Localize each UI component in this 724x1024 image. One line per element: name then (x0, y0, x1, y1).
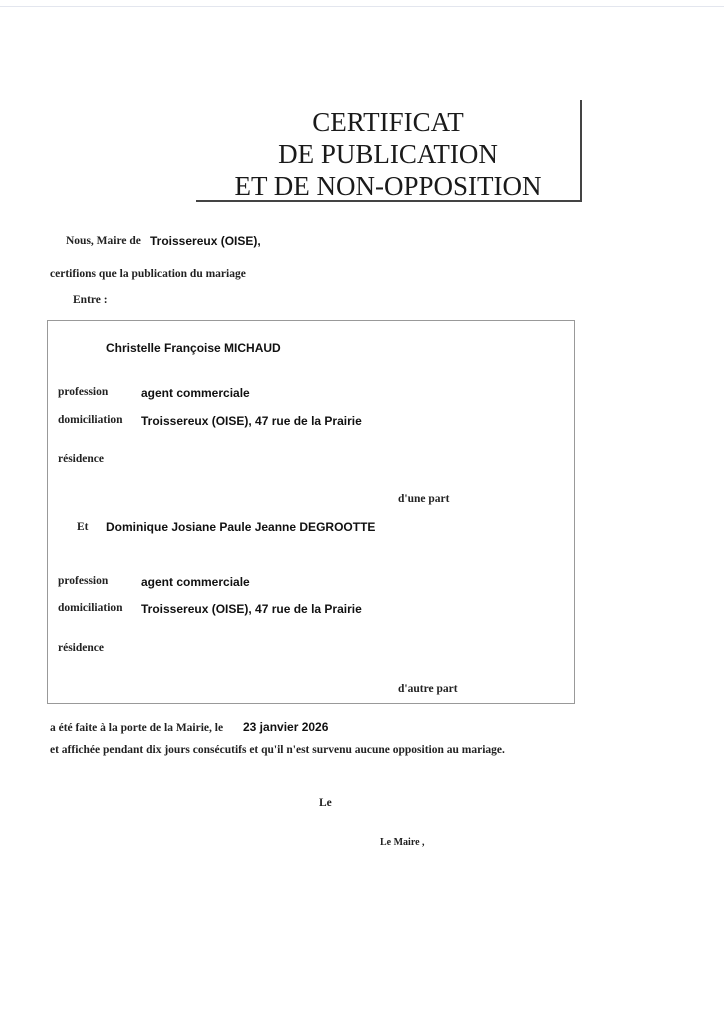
outro-affichee: et affichée pendant dix jours consécutifs et qu'il n'est survenu aucune opposition au mariage. (50, 744, 505, 756)
intro-nous-maire: Nous, Maire de (66, 235, 141, 247)
party1-residence-label: résidence (58, 453, 104, 465)
title-line-3: ET DE NON-OPPOSITION (234, 171, 542, 201)
certificate-title (196, 100, 582, 202)
party2-domicile-label: domiciliation (58, 602, 123, 614)
intro-entre: Entre : (73, 294, 108, 306)
party1-domicile-label: domiciliation (58, 414, 123, 426)
outro-faite: a été faite à la porte de la Mairie, le (50, 722, 224, 734)
parties-frame (47, 320, 575, 704)
signature-le: Le (319, 797, 332, 809)
intro-commune: Troissereux (OISE), (150, 234, 261, 248)
party2-profession: agent commerciale (141, 575, 250, 589)
signature-le-maire: Le Maire , (380, 837, 425, 848)
party1-domicile: Troissereux (OISE), 47 rue de la Prairie (141, 414, 362, 428)
party1-profession: agent commerciale (141, 386, 250, 400)
party1-part-label: d'une part (398, 493, 450, 505)
intro-certifions: certifions que la publication du mariage (50, 268, 246, 280)
title-line-2: DE PUBLICATION (278, 139, 498, 169)
party2-name: Dominique Josiane Paule Jeanne DEGROOTTE (106, 520, 376, 534)
title-line-1: CERTIFICAT (312, 107, 464, 137)
party1-profession-label: profession (58, 386, 109, 398)
outro-date: 23 janvier 2026 (243, 720, 329, 734)
page-top-edge (0, 6, 724, 7)
party2-part-label: d'autre part (398, 683, 458, 695)
party1-name: Christelle Françoise MICHAUD (106, 341, 281, 355)
party2-residence-label: résidence (58, 642, 104, 654)
party2-domicile: Troissereux (OISE), 47 rue de la Prairie (141, 602, 362, 616)
party2-et: Et (77, 521, 89, 533)
party2-profession-label: profession (58, 575, 109, 587)
